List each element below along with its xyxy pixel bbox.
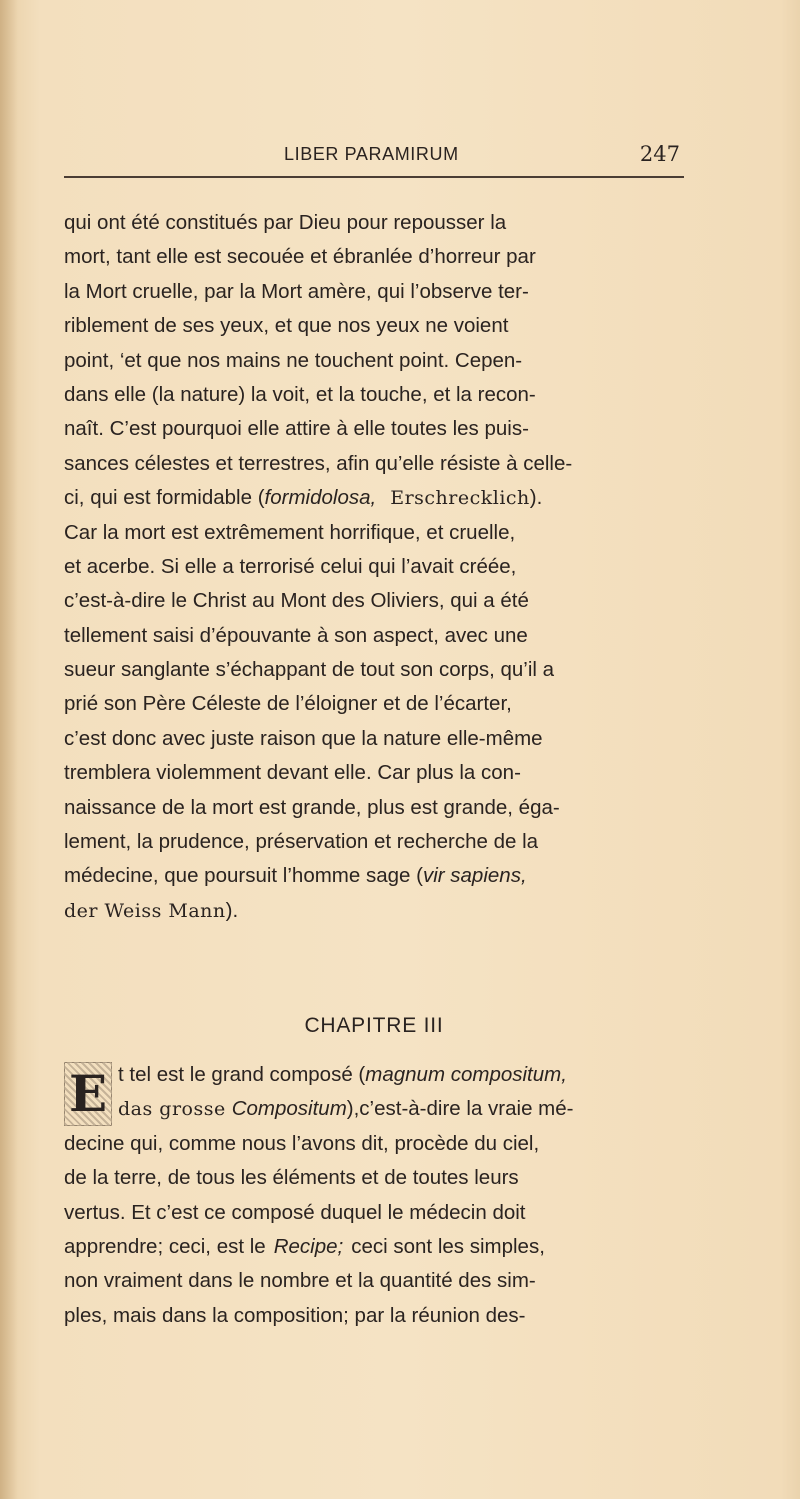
body-paragraph	[64, 206, 684, 928]
text-line: tremblera violemment devant elle. Car plus la con-	[64, 761, 521, 785]
text-line: médecine, que poursuit l’homme sage ( vir sapiens,	[64, 859, 684, 893]
text-line: ples, mais dans la composition; par la réunion des-	[64, 1303, 526, 1327]
text-line: riblement de ses yeux, et que nos yeux ne voient	[64, 314, 509, 338]
text-line: c’est donc avec juste raison que la nature elle-même	[64, 726, 543, 750]
text-line: lement, la prudence, préservation et recherche de la	[64, 830, 539, 854]
text-line: non vraiment dans le nombre et la quantité des sim-	[64, 1269, 536, 1293]
text-line: tellement saisi d’épouvante à son aspect, avec une	[64, 623, 528, 647]
spine-shadow	[0, 0, 18, 1499]
text-line: point, ‘et que nos mains ne touchent point. Cepen-	[64, 348, 523, 372]
latin-term: formidolosa,	[264, 486, 377, 510]
text-line: naît. C’est pourquoi elle attire à elle toutes les puis-	[64, 417, 529, 441]
text-line: das grosse Compositum ),c’est-à-dire la vraie mé-	[64, 1092, 684, 1126]
text-line: apprendre; ceci, est le Recipe; ceci sont les simples,	[64, 1230, 684, 1264]
text-line: mort, tant elle est secouée et ébranlée d’horreur par	[64, 245, 536, 269]
latin-term: Recipe;	[273, 1234, 344, 1258]
text-line: der Weiss Mann ).	[64, 894, 684, 928]
text-line: decine qui, comme nous l’avons dit, procède du ciel,	[64, 1131, 540, 1155]
text-line: sueur sanglante s’échappant de tout son corps, qu’il a	[64, 658, 555, 682]
text-line: sances célestes et terrestres, afin qu’elle résiste à celle-	[64, 451, 573, 475]
text-line: prié son Père Céleste de l’éloigner et de l’écarter,	[64, 692, 512, 716]
german-term: das grosse	[118, 1098, 226, 1121]
running-head: LIBER PARAMIRUM	[284, 144, 459, 164]
text-line: Car la mort est extrêmement horrifique, et cruelle,	[64, 520, 516, 544]
text-line: dans elle (la nature) la voit, et la touche, et la recon-	[64, 382, 536, 406]
page-header	[64, 140, 684, 172]
text-line: qui ont été constitués par Dieu pour repousser la	[64, 211, 507, 234]
german-term: Erschrecklich	[390, 487, 530, 510]
latin-term: Compositum	[231, 1097, 347, 1121]
text-line: la Mort cruelle, par la Mort amère, qui l’observe ter-	[64, 279, 529, 303]
latin-term: magnum compositum,	[365, 1063, 567, 1086]
header-rule	[64, 176, 684, 178]
text-line: c’est-à-dire le Christ au Mont des Oliviers, qui a été	[64, 589, 529, 613]
text-line: ci, qui est formidable ( formidolosa, Erschrecklich ).	[64, 481, 684, 515]
text-line: naissance de la mort est grande, plus est grande, éga-	[64, 795, 560, 819]
text-line: vertus. Et c’est ce composé duquel le médecin doit	[64, 1200, 526, 1224]
text-line: de la terre, de tous les éléments et de toutes leurs	[64, 1166, 519, 1190]
text-line: et acerbe. Si elle a terrorisé celui qui l’avait créée,	[64, 554, 517, 578]
latin-term: vir sapiens,	[422, 864, 527, 888]
german-term: der Weiss Mann	[64, 899, 226, 922]
chapter-title: CHAPITRE III	[304, 1014, 444, 1037]
page-number: 247	[639, 142, 680, 166]
chapter-paragraph	[64, 1058, 684, 1333]
drop-cap-initial: E	[64, 1062, 112, 1126]
text-line: t tel est le grand composé ( magnum compositum,	[64, 1058, 684, 1092]
